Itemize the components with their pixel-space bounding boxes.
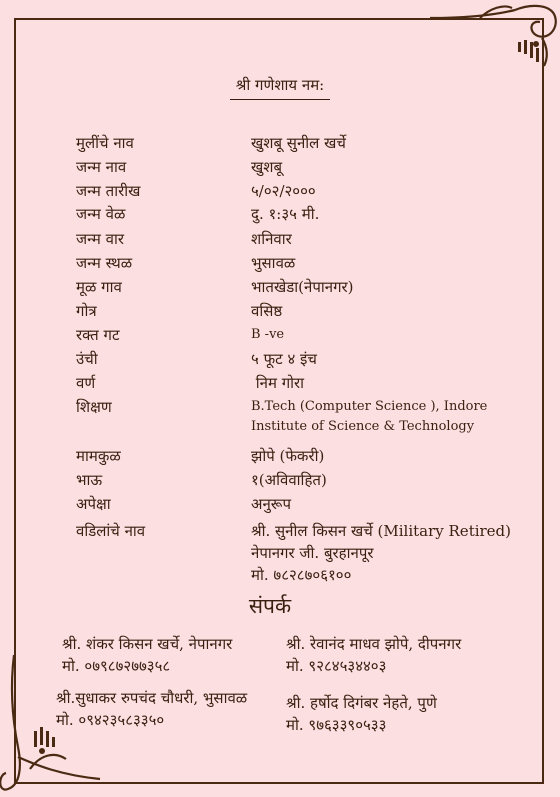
detail-value: खुशबू [251,158,283,176]
detail-value-line2: नेपानगर जी. बुरहानपूर [251,544,374,562]
detail-value: B.Tech (Computer Science ), Indore [251,399,488,414]
detail-label: अपेक्षा [76,495,111,513]
detail-label: जन्म नाव [76,158,127,176]
detail-value-line3: मो. ७८२८७०६१०० [251,566,352,584]
contact-entry [56,687,247,731]
detail-label: मूळ गाव [76,278,122,296]
contact-phone: मो. ०७९८७२७७३५८ [62,657,171,675]
detail-value: श्री. सुनील किसन खर्चे (Military Retired) [251,522,512,540]
contact-entry [286,692,437,736]
detail-value: निम गोरा [251,374,305,392]
detail-value: १(अविवाहित) [251,471,327,489]
contact-phone: मो. ९२८४५३४४०३ [286,657,387,675]
detail-value: B -ve [251,327,285,342]
detail-label: जन्म स्थळ [76,254,133,272]
detail-value: भुसावळ [251,254,296,272]
detail-value: शनिवार [251,230,292,248]
contact-name: श्री.सुधाकर रुपचंद चौधरी, भुसावळ [56,689,248,707]
invocation-heading: श्री गणेशाय नम: [0,75,560,100]
detail-value: खुशबू सुनील खर्चे [251,134,346,152]
detail-value: ५ फूट ४ इंच [251,350,317,368]
detail-label: वर्ण [76,374,96,392]
contact-entry [286,633,461,677]
detail-label: जन्म तारीख [76,182,141,200]
detail-value: अनुरूप [251,495,291,513]
detail-value: वसिष्ठ [251,302,283,320]
contact-phone: मो. ९७६३३९०५३३ [286,716,387,734]
contact-name: श्री. हर्षोद दिगंबर नेहते, पुणे [286,694,437,712]
detail-label: गोत्र [76,302,97,320]
detail-value: झोपे (फेकरी) [251,447,325,465]
detail-value-line2: Institute of Science & Technology [251,419,475,434]
contact-phone: मो. ०९४२३५८३३५० [56,711,165,729]
detail-label: वडिलांचे नाव [76,522,146,540]
detail-label: उंची [76,350,98,368]
detail-label: रक्त गट [76,326,120,344]
detail-label: जन्म वार [76,230,124,248]
corner-ornament-top-right [420,0,560,70]
detail-value: दु. १:३५ मी. [251,205,320,223]
detail-label: मुलींचे नाव [76,134,134,152]
detail-label: भाऊ [76,471,103,489]
detail-value: भातखेडा(नेपानगर) [251,278,354,296]
contact-heading: संपर्क [248,594,292,618]
contact-name: श्री. शंकर किसन खर्चे, नेपानगर [62,635,233,653]
detail-label: जन्म वेळ [76,205,126,223]
contact-entry [62,633,232,677]
contact-name: श्री. रेवानंद माधव झोपे, दीपनगर [286,635,462,653]
detail-value: ५/०२/२००० [251,182,316,200]
detail-label: शिक्षण [76,398,112,416]
detail-label: मामकुळ [76,447,121,465]
